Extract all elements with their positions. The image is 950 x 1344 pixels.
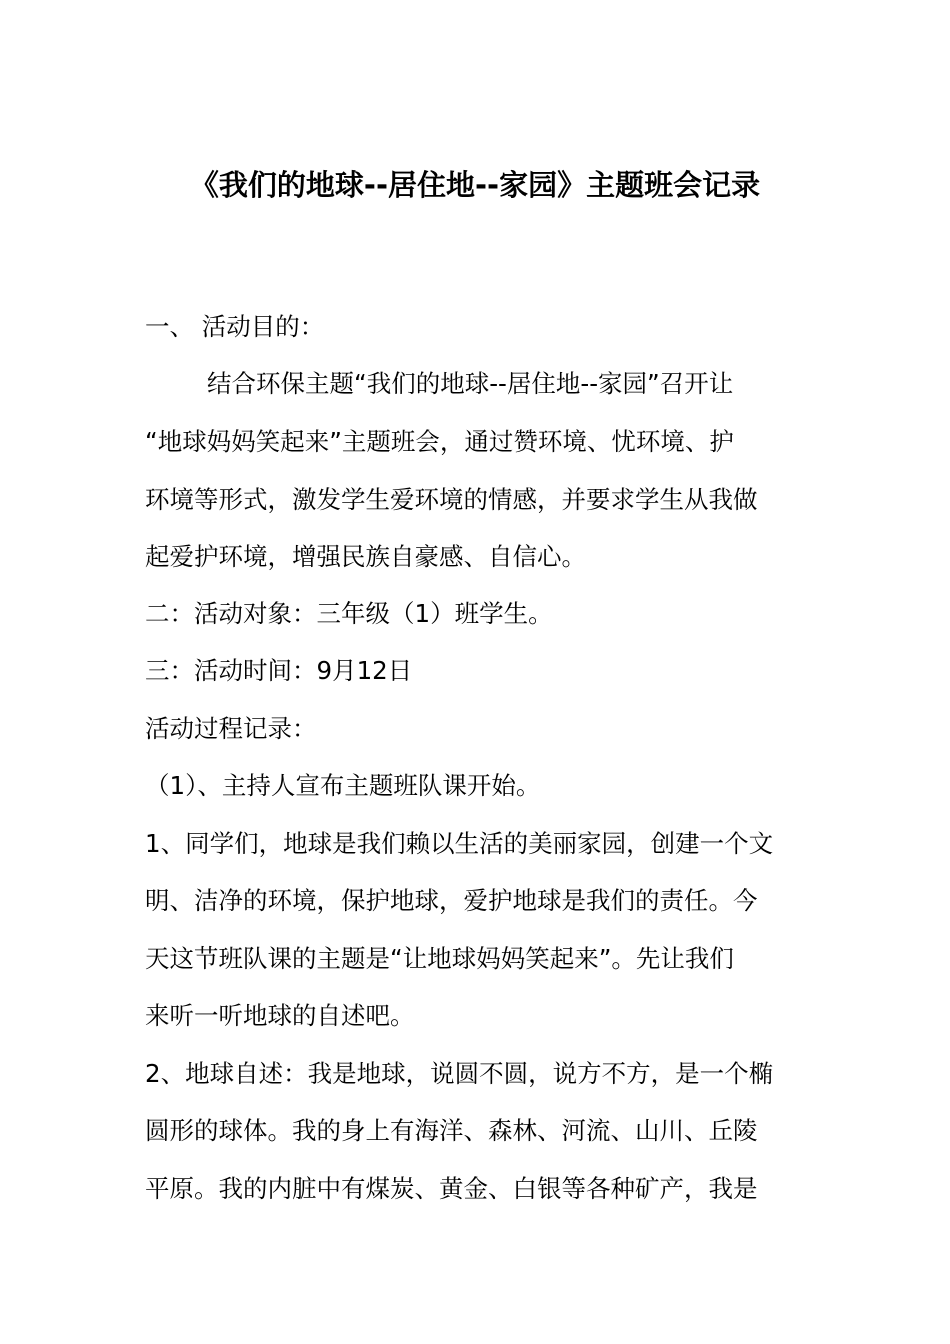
paragraph-line: 明、洁净的环境，保护地球，爱护地球是我们的责任。今 — [145, 886, 758, 915]
section-heading-time: 三：活动时间：9月12日 — [145, 656, 413, 685]
section-heading-process: 活动过程记录： — [145, 714, 317, 743]
paragraph-line: 圆形的球体。我的身上有海洋、森林、河流、山川、丘陵 — [145, 1116, 758, 1145]
paragraph-line: 结合环保主题“我们的地球--居住地--家园”召开让 — [207, 369, 734, 398]
paragraph-line: 2、地球自述：我是地球，说圆不圆，说方不方，是一个椭 — [145, 1059, 774, 1088]
document-title: 《我们的地球--居住地--家园》主题班会记录 — [189, 168, 761, 202]
paragraph-line: 天这节班队课的主题是“让地球妈妈笑起来”。先让我们 — [145, 944, 734, 973]
section-heading-audience: 二：活动对象：三年级（1）班学生。 — [145, 599, 553, 628]
paragraph-line: 起爱护环境，增强民族自豪感、自信心。 — [145, 542, 586, 571]
paragraph-line: （1）、主持人宣布主题班队课开始。 — [145, 771, 541, 800]
paragraph-line: “地球妈妈笑起来”主题班会，通过赞环境、忧环境、护 — [145, 427, 734, 456]
paragraph-line: 来听一听地球的自述吧。 — [145, 1001, 415, 1030]
paragraph-line: 1、同学们，地球是我们赖以生活的美丽家园，创建一个文 — [145, 829, 774, 858]
paragraph-line: 平原。我的内脏中有煤炭、黄金、白银等各种矿产，我是 — [145, 1174, 758, 1203]
paragraph-line: 环境等形式，激发学生爱环境的情感，并要求学生从我做 — [145, 485, 758, 514]
section-heading-purpose: 一、 活动目的： — [145, 312, 325, 341]
